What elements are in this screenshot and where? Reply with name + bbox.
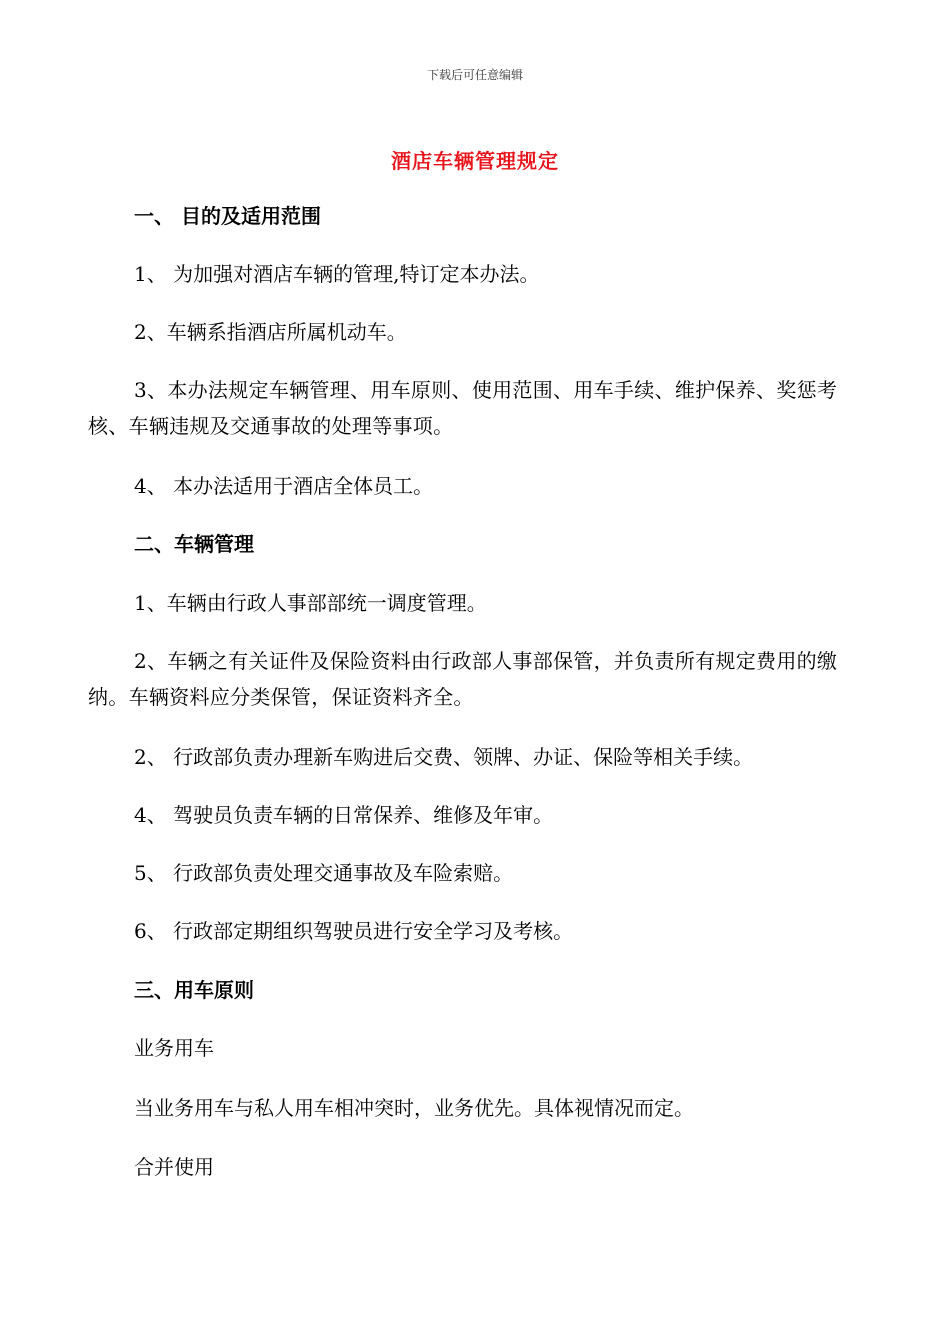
paragraph: 4、 驾驶员负责车辆的日常保养、维修及年审。 <box>134 803 554 827</box>
paragraph: 4、 本办法适用于酒店全体员工。 <box>134 474 434 498</box>
paragraph: 6、 行政部定期组织驾驶员进行安全学习及考核。 <box>134 919 574 943</box>
paragraph: 当业务用车与私人用车相冲突时，业务优先。具体视情况而定。 <box>134 1096 694 1120</box>
paragraph: 1、 为加强对酒店车辆的管理,特订定本办法。 <box>134 262 540 286</box>
paragraph: 3、本办法规定车辆管理、用车原则、使用范围、用车手续、维护保养、奖惩考核、车辆违规及交通事故的处理等事项。 <box>88 378 838 438</box>
section-heading: 三、用车原则 <box>134 978 254 1002</box>
document-title: 酒店车辆管理规定 <box>391 149 559 173</box>
paragraph: 2、车辆系指酒店所属机动车。 <box>134 320 407 344</box>
header-note: 下载后可任意编辑 <box>426 68 523 82</box>
paragraph: 合并使用 <box>134 1155 214 1179</box>
paragraph: 5、 行政部负责处理交通事故及车险索赔。 <box>134 861 514 885</box>
paragraph: 2、车辆之有关证件及保险资料由行政部人事部保管，并负责所有规定费用的缴纳。车辆资料应分类保管，保证资料齐全。 <box>88 649 838 709</box>
section-heading: 一、 目的及适用范围 <box>134 204 321 228</box>
section-heading: 二、车辆管理 <box>134 532 254 556</box>
paragraph: 业务用车 <box>134 1036 214 1060</box>
paragraph: 1、车辆由行政人事部部统一调度管理。 <box>134 591 487 615</box>
paragraph: 2、 行政部负责办理新车购进后交费、领牌、办证、保险等相关手续。 <box>134 745 754 769</box>
